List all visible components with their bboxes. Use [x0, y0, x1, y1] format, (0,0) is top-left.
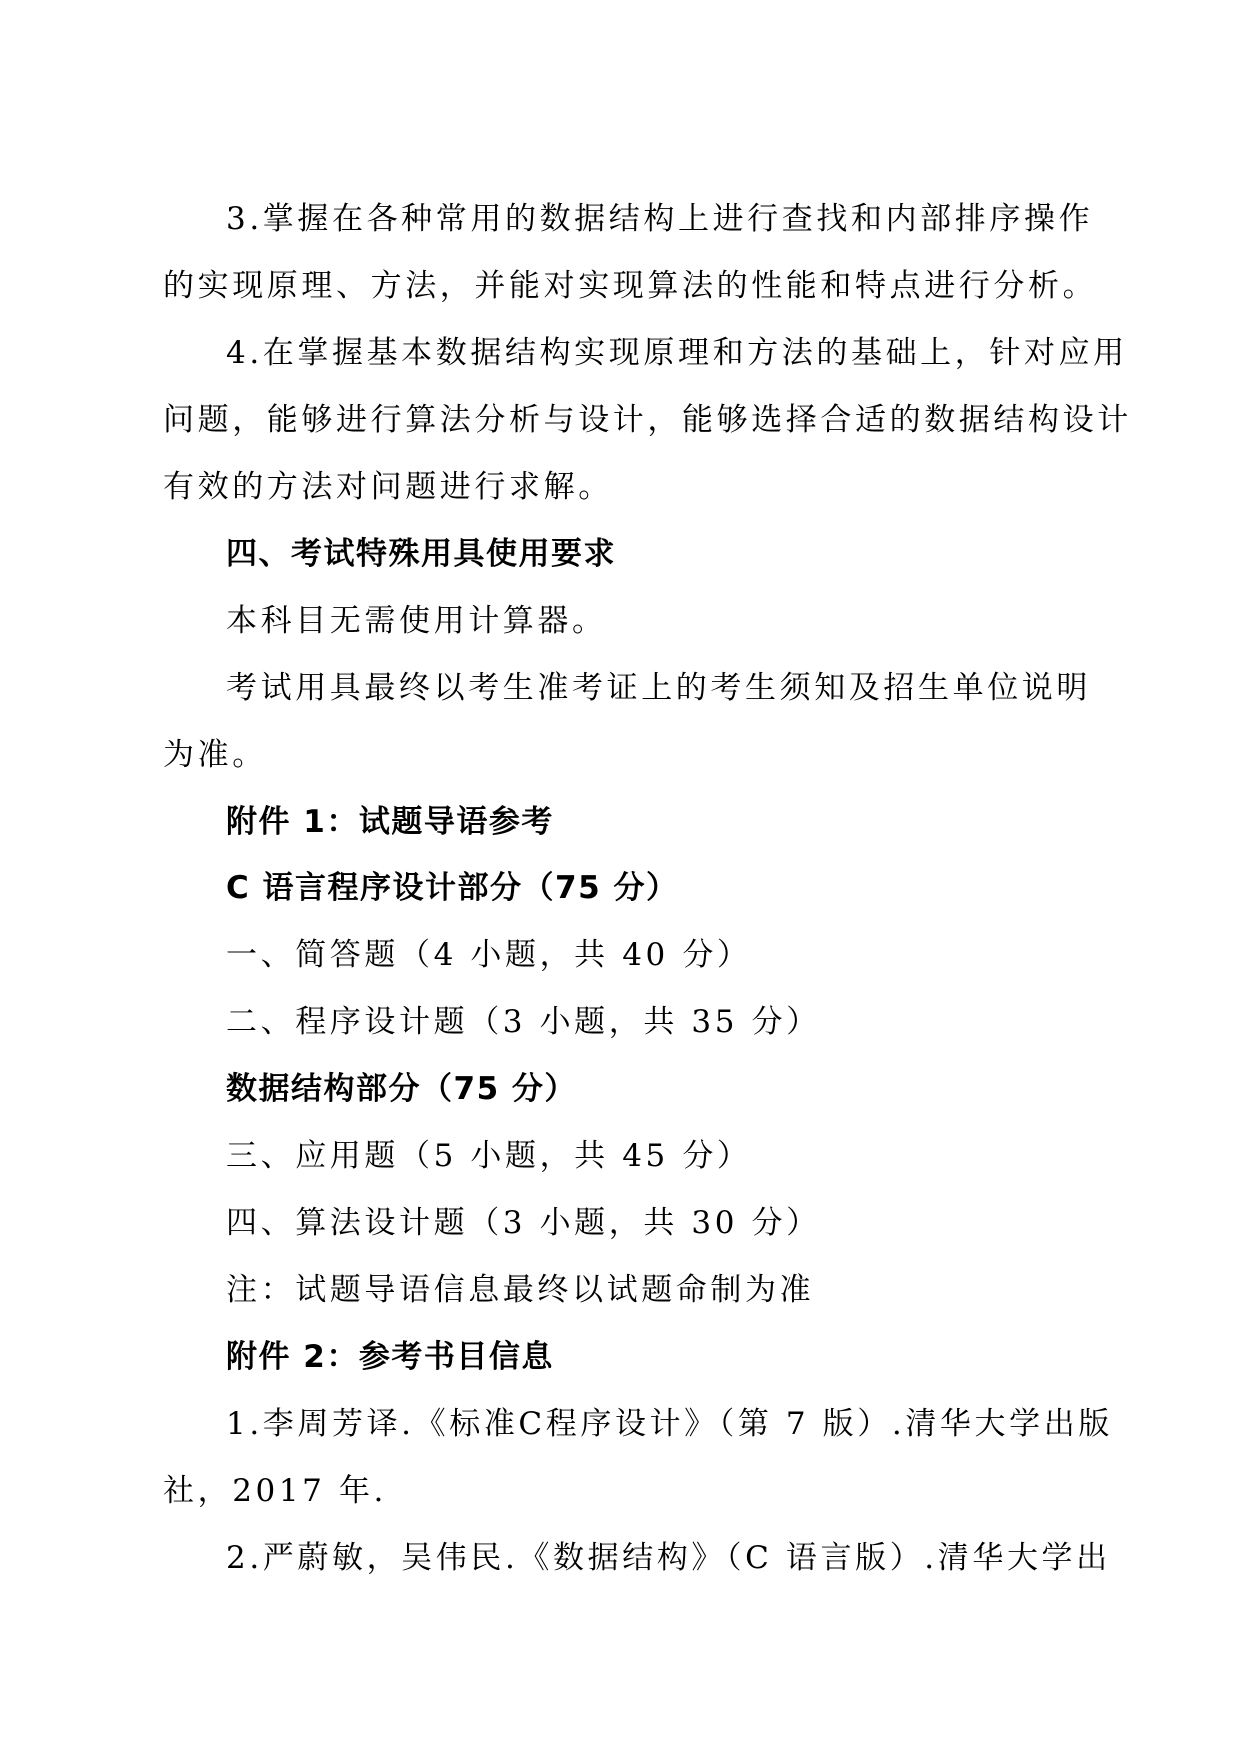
- objective-4-line-1: 4.在掌握基本数据结构实现原理和方法的基础上，针对应用: [226, 335, 1128, 371]
- data-structures-part-heading: 数据结构部分（75 分）: [226, 1071, 577, 1107]
- objective-3-line-1: 3.掌握在各种常用的数据结构上进行查找和内部排序操作: [226, 201, 1094, 237]
- question-type-short-answer: 一、简答题（4 小题，共 40 分）: [226, 937, 752, 973]
- objective-4-line-2: 问题，能够进行算法分析与设计，能够选择合适的数据结构设计: [163, 402, 1132, 438]
- question-intro-note: 注：试题导语信息最终以试题命制为准: [226, 1272, 815, 1308]
- reference-1-line-2: 社，2017 年.: [163, 1473, 388, 1509]
- appendix-2-heading: 附件 2：参考书目信息: [226, 1339, 554, 1375]
- section-heading-special-tools: 四、考试特殊用具使用要求: [226, 536, 616, 572]
- objective-4-line-3: 有效的方法对问题进行求解。: [163, 469, 613, 505]
- reference-1-line-1: 1.李周芳译.《标准C程序设计》（第 7 版）.清华大学出版: [226, 1406, 1113, 1442]
- calculator-note: 本科目无需使用计算器。: [226, 603, 607, 639]
- objective-3-line-2: 的实现原理、方法，并能对实现算法的性能和特点进行分析。: [163, 268, 1098, 304]
- reference-2-line-1: 2.严蔚敏，吴伟民.《数据结构》（C 语言版）.清华大学出: [226, 1540, 1111, 1576]
- question-type-application: 三、应用题（5 小题，共 45 分）: [226, 1138, 752, 1174]
- question-type-programming: 二、程序设计题（3 小题，共 35 分）: [226, 1004, 821, 1040]
- c-programming-part-heading: C 语言程序设计部分（75 分）: [226, 870, 679, 906]
- tools-note-line-1: 考试用具最终以考生准考证上的考生须知及招生单位说明: [226, 670, 1091, 706]
- question-type-algorithm-design: 四、算法设计题（3 小题，共 30 分）: [226, 1205, 821, 1241]
- appendix-1-heading: 附件 1：试题导语参考: [226, 804, 554, 840]
- tools-note-line-2: 为准。: [163, 737, 267, 773]
